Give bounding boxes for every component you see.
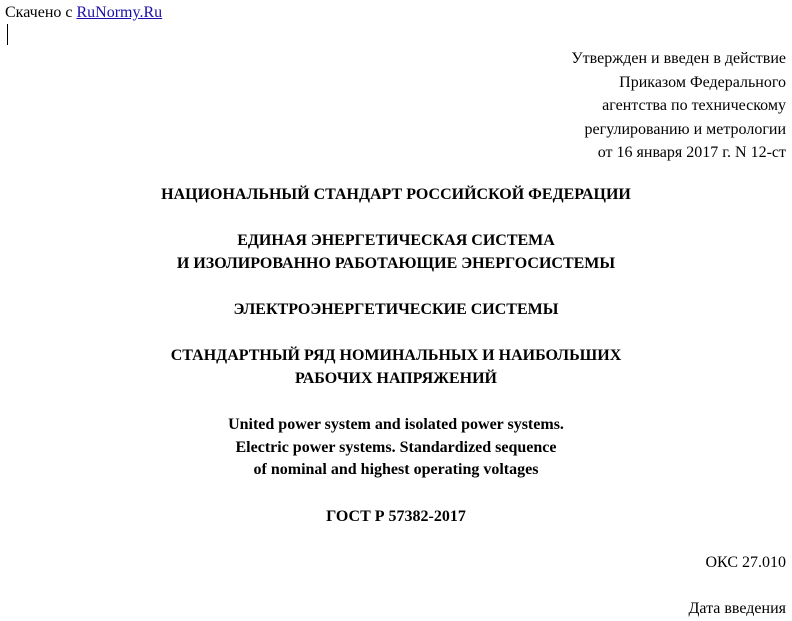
approval-line: агентства по техническому — [602, 97, 786, 115]
approval-line: Утвержден и введен в действие — [571, 50, 786, 67]
approval-block — [386, 47, 786, 165]
standard-type-text: НАЦИОНАЛЬНЫЙ СТАНДАРТ РОССИЙСКОЙ ФЕДЕРАЦИИ — [161, 186, 631, 203]
subject-heading — [0, 299, 792, 321]
standard-name-line: РАБОЧИХ НАПРЯЖЕНИЙ — [295, 369, 497, 387]
system-heading-line: ЕДИНАЯ ЭНЕРГЕТИЧЕСКАЯ СИСТЕМА — [237, 232, 555, 249]
subject-heading-text: ЭЛЕКТРОЭНЕРГЕТИЧЕСКИЕ СИСТЕМЫ — [233, 301, 559, 318]
standard-name-line: СТАНДАРТНЫЙ РЯД НОМИНАЛЬНЫХ И НАИБОЛЬШИХ — [170, 347, 622, 364]
system-heading-line: И ИЗОЛИРОВАННО РАБОТАЮЩИЕ ЭНЕРГОСИСТЕМЫ — [176, 254, 616, 272]
english-title-line: of nominal and highest operating voltages — [253, 461, 539, 478]
gost-number: ГОСТ Р 57382-2017 — [326, 508, 466, 525]
oks-code: ОКС 27.010 — [705, 554, 786, 571]
source-prefix: Скачено с — [5, 4, 73, 21]
gost-designation — [0, 506, 792, 528]
english-title-line: United power system and isolated power systems. — [228, 416, 564, 433]
approval-line: от 16 января 2017 г. N 12-ст — [597, 144, 786, 162]
approval-line: Приказом Федерального — [619, 73, 786, 91]
standard-type-heading — [0, 184, 792, 206]
system-heading — [0, 230, 792, 275]
english-title-line: Electric power systems. Standardized sequence — [235, 438, 557, 456]
approval-line: регулированию и метрологии — [584, 120, 786, 138]
standard-name-heading — [0, 345, 792, 390]
intro-date-label: Дата введения — [688, 600, 786, 617]
source-link[interactable]: RuNormy.Ru — [76, 4, 163, 21]
text-cursor — [7, 24, 8, 45]
english-title — [0, 414, 792, 482]
source-line — [5, 3, 162, 23]
